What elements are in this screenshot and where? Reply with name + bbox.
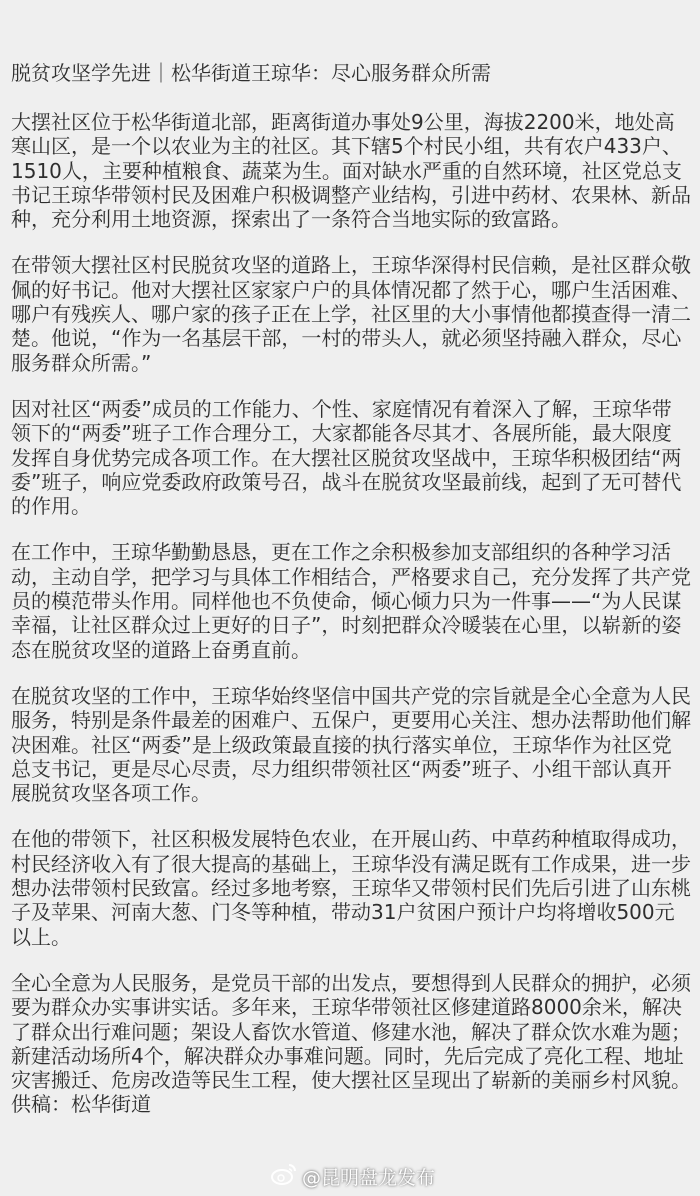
- watermark-text: @昆明盘龙发布: [302, 1167, 436, 1189]
- article: [11, 60, 691, 1116]
- paragraph-1: 大摆社区位于松华街道北部，距离街道办事处9公里，海拔2200米，地处高寒山区，是一个以农业为主的社区。其下辖5个村民小组，共有农户433户、1510人，主要种植粮食、蔬菜为生。面对缺水严重的自然环境，社区党总支书记王琼华带领村民及困难户积极调整产业结构，引进中药材、农果林、新品种，充分利用土地资源，探索出了一条符合当地实际的致富路。: [11, 110, 691, 232]
- paragraph-3: 因对社区“两委”成员的工作能力、个性、家庭情况有着深入了解，王琼华带领下的“两委”班子工作合理分工，大家都能各尽其才、各展所能，最大限度发挥自身优势完成各项工作。在大摆社区脱贫攻坚战中，王琼华积极团结“两委”班子，响应党委政府政策号召，战斗在脱贫攻坚最前线，起到了无可替代的作用。: [11, 396, 682, 519]
- paragraph-2: 在带领大摆社区村民脱贫攻坚的道路上，王琼华深得村民信赖，是社区群众敬佩的好书记。他对大摆社区家家户户的具体情况都了然于心，哪户生活困难、哪户有残疾人、哪户家的孩子正在上学，社区里的大小事情他都摸查得一清二楚。他说，“作为一名基层干部，一村的带头人，就必须坚持融入群众，尽心服务群众所需。”: [11, 253, 691, 375]
- paragraph-6: 在他的带领下，社区积极发展特色农业，在开展山药、中草药种植取得成功，村民经济收入有了很大提高的基础上，王琼华没有满足既有工作成果，进一步想办法带领村民致富。经过多地考察，王琼华又带领村民们先后引进了山东桃子及苹果、河南大葱、门冬等种植，带动31户贫困户预计户均将增收500元以上。: [11, 827, 691, 949]
- paragraph-7: 全心全意为人民服务，是党员干部的出发点，要想得到人民群众的拥护，必须要为群众办实事讲实话。多年来，王琼华带领社区修建道路8000余米，解决了群众出行难问题；架设人畜饮水管道、修建水池，解决了群众饮水难为题；新建活动场所4个，解决群众办事难问题。同时，先后完成了亮化工程、地址灾害搬迁、危房改造等民生工程，使大摆社区呈现出了崭新的美丽乡村风貌。: [11, 970, 691, 1093]
- article-title: 脱贫攻坚学先进｜松华街道王琼华：尽心服务群众所需: [11, 61, 491, 85]
- article-credit: 供稿：松华街道: [11, 1092, 151, 1117]
- paragraph-5: 在脱贫攻坚的工作中，王琼华始终坚信中国共产党的宗旨就是全心全意为人民服务，特别是条件最差的困难户、五保户，更要用心关注、想办法帮助他们解决困难。社区“两委”是上级政策最直接的执行落实单位，王琼华作为社区党总支书记，更是尽心尽责，尽力组织带领社区“两委”班子、小组干部认真开展脱贫攻坚各项工作。: [11, 683, 691, 806]
- weibo-icon: [270, 1162, 298, 1191]
- watermark: [270, 1162, 435, 1191]
- paragraph-4: 在工作中，王琼华勤勤恳恳，更在工作之余积极参加支部组织的各种学习活动，主动自学，把学习与具体工作相结合，严格要求自己，充分发挥了共产党员的模范带头作用。同样他也不负使命，倾心倾力只为一件事——“为人民谋幸福，让社区群众过上更好的日子”，时刻把群众冷暖装在心里，以崭新的姿态在脱贫攻坚的道路上奋勇直前。: [11, 540, 691, 662]
